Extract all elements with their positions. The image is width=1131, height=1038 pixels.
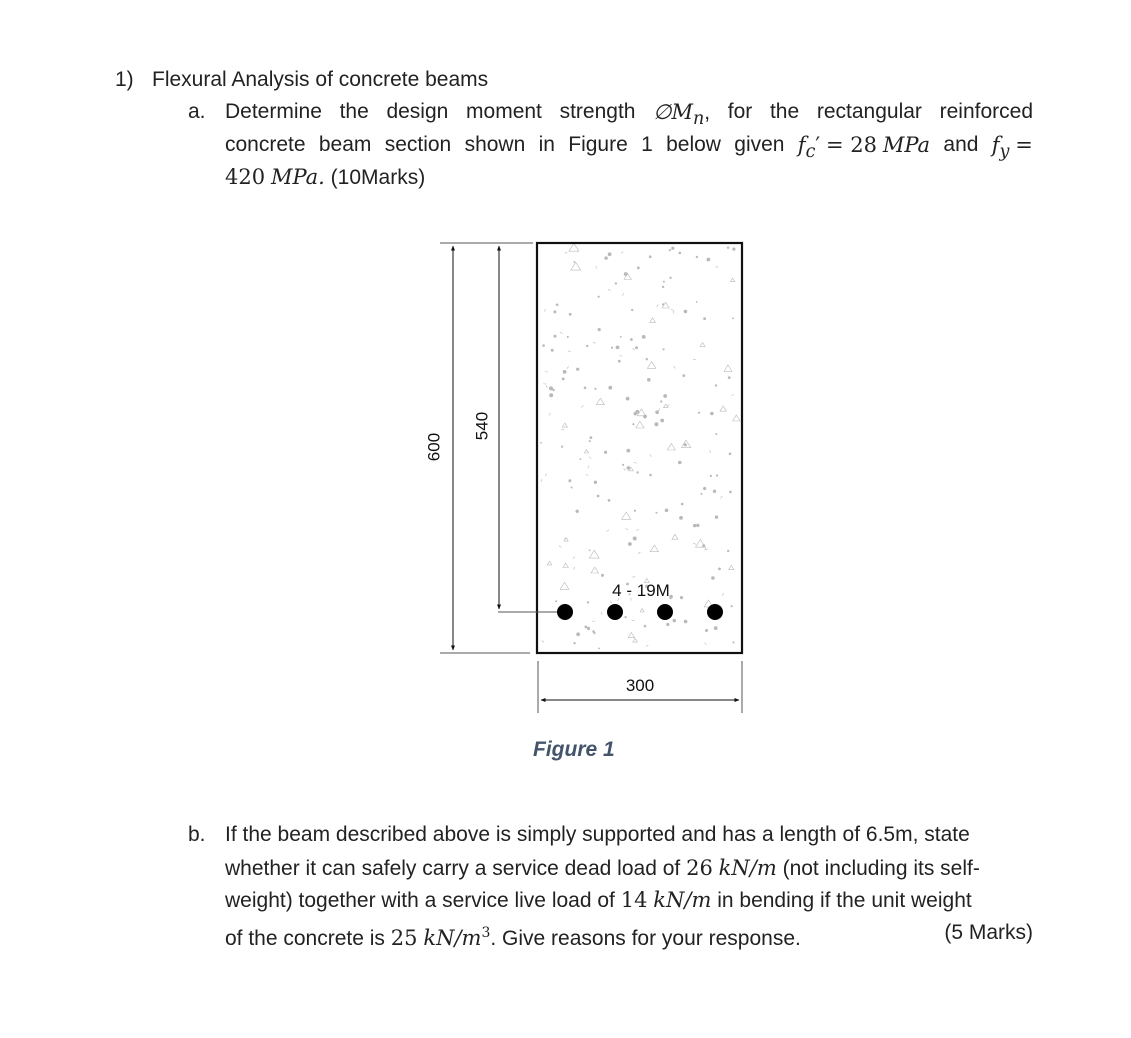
speckle bbox=[733, 248, 736, 251]
speckle bbox=[562, 423, 567, 427]
speckle bbox=[634, 462, 637, 463]
speckle bbox=[729, 453, 731, 455]
speckle bbox=[731, 395, 734, 396]
speckle bbox=[589, 457, 591, 459]
speckle bbox=[705, 549, 708, 550]
speckle bbox=[569, 480, 571, 482]
speckle bbox=[650, 545, 658, 552]
speckle bbox=[633, 537, 636, 540]
speckle bbox=[730, 278, 734, 282]
speckle bbox=[604, 451, 607, 454]
speckle bbox=[656, 512, 657, 513]
speckle bbox=[571, 262, 581, 270]
speckle bbox=[713, 490, 716, 493]
speckle bbox=[553, 389, 555, 391]
speckle bbox=[585, 450, 589, 453]
speckle bbox=[662, 304, 664, 306]
speckle bbox=[710, 450, 711, 453]
part-b-line-3: weight) together with a service live load of 14 kN/m in bending if the unit weight bbox=[225, 888, 972, 912]
word: reinforced bbox=[939, 100, 1033, 123]
speckle bbox=[611, 347, 613, 349]
speckle bbox=[718, 568, 720, 570]
speckle bbox=[621, 252, 624, 254]
speckle bbox=[563, 563, 569, 567]
speckle bbox=[693, 543, 696, 544]
speckle bbox=[669, 249, 671, 251]
speckle bbox=[620, 336, 621, 337]
speckle bbox=[636, 410, 639, 413]
speckle bbox=[627, 466, 630, 469]
word: in bbox=[538, 132, 555, 156]
speckle bbox=[716, 475, 718, 477]
speckle bbox=[696, 301, 697, 302]
speckle bbox=[551, 349, 553, 351]
speckle bbox=[656, 411, 659, 414]
word: given bbox=[734, 132, 785, 156]
speckle bbox=[684, 444, 687, 447]
speckle bbox=[647, 362, 656, 369]
speckle bbox=[637, 472, 639, 474]
speckle bbox=[605, 257, 608, 260]
speckle bbox=[696, 524, 699, 527]
speckle bbox=[560, 582, 569, 589]
speckle bbox=[589, 550, 590, 551]
word: for bbox=[727, 100, 753, 123]
speckle bbox=[634, 510, 636, 512]
speckle bbox=[715, 385, 717, 387]
speckle bbox=[543, 345, 545, 347]
speckle bbox=[624, 272, 627, 275]
speckle bbox=[679, 516, 682, 519]
speckle bbox=[698, 412, 700, 414]
speckle bbox=[631, 309, 633, 311]
speckle bbox=[554, 335, 556, 337]
speckle bbox=[573, 557, 575, 559]
speckle bbox=[609, 386, 612, 389]
word: 1 bbox=[641, 132, 653, 156]
rebar-4 bbox=[707, 604, 723, 620]
speckle bbox=[594, 632, 596, 634]
rebar-3 bbox=[657, 604, 673, 620]
speckle bbox=[554, 311, 556, 313]
speckle bbox=[576, 368, 579, 371]
speckle bbox=[650, 474, 652, 476]
beam-section-drawing bbox=[420, 236, 760, 716]
speckle bbox=[585, 626, 587, 628]
speckle bbox=[608, 499, 610, 501]
speckle bbox=[549, 387, 552, 390]
word: the bbox=[339, 100, 369, 123]
speckle bbox=[562, 378, 564, 380]
speckle bbox=[618, 360, 620, 362]
speckle bbox=[615, 283, 617, 285]
figure-caption: Figure 1 bbox=[533, 738, 615, 761]
part-a-line-2 bbox=[225, 129, 1033, 162]
beam-section-figure bbox=[420, 236, 760, 716]
speckle bbox=[541, 479, 542, 482]
speckle bbox=[632, 577, 635, 578]
speckle bbox=[674, 366, 675, 369]
speckle bbox=[716, 433, 717, 434]
question-number: 1) bbox=[115, 68, 134, 91]
speckle bbox=[681, 503, 683, 505]
speckle bbox=[724, 365, 732, 371]
speckle bbox=[643, 415, 646, 418]
speckle bbox=[626, 397, 629, 400]
speckle bbox=[574, 567, 575, 570]
speckle bbox=[731, 605, 733, 607]
speckle bbox=[540, 442, 541, 443]
speckle bbox=[704, 318, 706, 320]
speckle bbox=[650, 454, 651, 457]
speckle bbox=[657, 305, 659, 307]
speckle bbox=[635, 347, 637, 349]
speckle bbox=[642, 335, 645, 338]
speckle bbox=[670, 598, 672, 600]
speckle bbox=[545, 474, 547, 477]
speckle bbox=[587, 627, 590, 630]
speckle bbox=[569, 243, 579, 251]
speckle bbox=[581, 405, 583, 407]
speckle bbox=[544, 309, 546, 311]
speckle bbox=[616, 346, 619, 349]
speckle bbox=[580, 459, 581, 460]
speckle bbox=[672, 534, 678, 539]
speckle bbox=[556, 601, 557, 602]
speckle bbox=[638, 552, 640, 554]
speckle bbox=[601, 574, 603, 576]
speckle bbox=[707, 258, 710, 261]
speckle bbox=[574, 642, 576, 644]
word: Determine bbox=[225, 100, 322, 123]
word: and bbox=[943, 132, 979, 156]
word: concrete bbox=[225, 132, 306, 156]
speckle bbox=[545, 372, 548, 373]
speckle bbox=[716, 266, 718, 268]
speckle bbox=[721, 496, 723, 498]
speckle bbox=[640, 609, 644, 612]
speckle bbox=[549, 413, 550, 416]
speckle bbox=[569, 313, 571, 315]
dim-label-600: 600 bbox=[424, 432, 444, 462]
speckle bbox=[700, 342, 705, 346]
speckle bbox=[722, 593, 723, 596]
part-b bbox=[188, 819, 1033, 951]
speckle bbox=[593, 342, 596, 343]
speckle bbox=[633, 423, 635, 425]
speckle bbox=[595, 388, 597, 390]
speckle bbox=[608, 253, 611, 256]
speckle bbox=[693, 359, 696, 360]
word: section bbox=[384, 132, 452, 156]
speckle bbox=[561, 429, 564, 430]
speckle bbox=[650, 318, 656, 323]
speckle bbox=[662, 286, 664, 288]
speckle bbox=[660, 401, 662, 403]
part-a bbox=[188, 96, 1033, 196]
part-a-marks: (10Marks) bbox=[330, 166, 426, 189]
speckle bbox=[727, 247, 729, 249]
speckle bbox=[733, 415, 741, 421]
speckle bbox=[561, 446, 563, 448]
word: below bbox=[666, 132, 721, 156]
part-b-label: b. bbox=[188, 823, 206, 846]
word: beam bbox=[318, 132, 372, 156]
speckle bbox=[628, 542, 631, 545]
speckle bbox=[661, 419, 664, 422]
speckle bbox=[664, 394, 667, 397]
speckle bbox=[571, 487, 572, 488]
speckle bbox=[684, 310, 687, 313]
speckle bbox=[633, 638, 638, 642]
speckle bbox=[667, 444, 675, 451]
speckle bbox=[589, 440, 590, 441]
speckle bbox=[670, 277, 672, 279]
speckle bbox=[568, 351, 571, 352]
speckle bbox=[567, 336, 568, 337]
part-a-body bbox=[225, 96, 1033, 194]
part-a-line-3: 420 MPa. (10Marks) bbox=[225, 165, 426, 189]
speckle bbox=[637, 267, 639, 269]
speckle bbox=[550, 394, 553, 397]
speckle bbox=[714, 627, 717, 630]
rebar-label: 4 - 19M bbox=[612, 581, 670, 600]
word: shown bbox=[464, 132, 526, 156]
speckle bbox=[591, 567, 598, 573]
speckle bbox=[567, 366, 569, 368]
speckle bbox=[655, 423, 658, 426]
speckle bbox=[610, 601, 612, 603]
speckle bbox=[586, 345, 588, 347]
speckle bbox=[547, 561, 552, 565]
speckle bbox=[542, 640, 544, 642]
speckle bbox=[594, 481, 597, 484]
dim-label-540: 540 bbox=[472, 411, 492, 441]
speckle bbox=[563, 370, 566, 373]
speckle bbox=[556, 304, 558, 306]
question-title: Flexural Analysis of concrete beams bbox=[152, 68, 489, 91]
speckle bbox=[710, 475, 712, 477]
speckle bbox=[680, 596, 683, 599]
speckle bbox=[673, 619, 676, 622]
speckle bbox=[636, 530, 639, 531]
speckle bbox=[679, 252, 681, 254]
speckle bbox=[560, 332, 563, 333]
speckle bbox=[577, 633, 580, 636]
speckle bbox=[727, 550, 729, 552]
speckle bbox=[701, 493, 702, 494]
speckle bbox=[644, 625, 646, 627]
speckle bbox=[667, 404, 669, 406]
speckle bbox=[646, 358, 648, 360]
speckle bbox=[589, 550, 599, 558]
fy-expression: $f_y$ = bbox=[991, 132, 1033, 162]
speckle bbox=[596, 398, 604, 405]
speckle bbox=[624, 468, 626, 470]
part-b-body bbox=[225, 819, 1033, 949]
word: design bbox=[386, 100, 449, 123]
speckle bbox=[636, 421, 644, 428]
speckle bbox=[632, 620, 635, 621]
speckle bbox=[720, 406, 727, 411]
speckle bbox=[732, 318, 733, 319]
part-b-marks: (5 Marks) bbox=[944, 920, 1033, 944]
speckle bbox=[693, 524, 696, 527]
speckle bbox=[598, 328, 601, 331]
speckle bbox=[696, 256, 698, 258]
speckle bbox=[710, 412, 713, 415]
speckle bbox=[658, 409, 659, 412]
dim-label-300: 300 bbox=[625, 676, 655, 695]
part-b-line-4: of the concrete is 25 $kN/m^3$. Give reasons for your response. (5 Marks) bbox=[225, 917, 1033, 950]
speckle bbox=[586, 474, 589, 475]
speckle bbox=[729, 565, 734, 569]
speckle bbox=[622, 512, 631, 519]
moment-symbol: $\emptyset M_n$, bbox=[653, 100, 711, 130]
speckle bbox=[565, 252, 568, 253]
word: moment bbox=[466, 100, 542, 123]
speckle bbox=[729, 491, 731, 493]
word: rectangular bbox=[816, 100, 922, 123]
speckle bbox=[626, 529, 629, 530]
speckle bbox=[598, 648, 599, 649]
word: Figure bbox=[568, 132, 628, 156]
word: strength bbox=[559, 100, 636, 123]
speckle bbox=[574, 261, 575, 262]
speckle bbox=[672, 247, 675, 250]
speckle bbox=[649, 256, 651, 258]
speckle bbox=[684, 620, 687, 623]
speckle bbox=[671, 309, 674, 311]
speckle bbox=[647, 378, 650, 381]
speckle bbox=[587, 602, 589, 604]
speckle bbox=[584, 387, 586, 389]
part-b-line-2: whether it can safely carry a service dead load of 26 kN/m (not including its self- bbox=[225, 855, 980, 880]
part-a-label: a. bbox=[188, 100, 206, 123]
speckle bbox=[625, 616, 627, 618]
speckle bbox=[590, 437, 592, 439]
speckle bbox=[728, 377, 730, 379]
speckle bbox=[733, 642, 734, 643]
speckle bbox=[628, 633, 635, 638]
speckle bbox=[663, 281, 664, 282]
speckle bbox=[667, 623, 670, 626]
speckle bbox=[703, 487, 706, 490]
word: the bbox=[769, 100, 800, 123]
speckle bbox=[576, 510, 579, 513]
speckle bbox=[607, 530, 610, 532]
speckle bbox=[630, 338, 632, 340]
speckle bbox=[704, 643, 706, 645]
speckle bbox=[715, 516, 718, 519]
speckle bbox=[711, 577, 714, 580]
speckle bbox=[633, 348, 635, 350]
speckle bbox=[622, 464, 624, 466]
speckle bbox=[678, 461, 681, 464]
part-b-line-1: If the beam described above is simply supported and has a length of 6.5m, state bbox=[225, 823, 970, 846]
speckle bbox=[608, 289, 611, 291]
question-heading bbox=[115, 66, 488, 94]
fc-expression: $f_c' = 28$ MPa bbox=[797, 132, 931, 162]
speckle bbox=[559, 546, 561, 548]
speckle bbox=[705, 629, 707, 631]
speckle bbox=[665, 509, 668, 512]
speckle bbox=[598, 296, 600, 298]
speckle bbox=[622, 293, 623, 296]
part-a-line-1 bbox=[225, 96, 1033, 129]
rebar-1 bbox=[557, 604, 573, 620]
speckle bbox=[683, 375, 685, 377]
speckle bbox=[546, 385, 547, 388]
speckle bbox=[597, 495, 599, 497]
speckle bbox=[646, 645, 649, 647]
speckle bbox=[663, 349, 665, 351]
rebar-2 bbox=[607, 604, 623, 620]
speckle bbox=[627, 449, 630, 452]
speckle bbox=[601, 612, 602, 615]
